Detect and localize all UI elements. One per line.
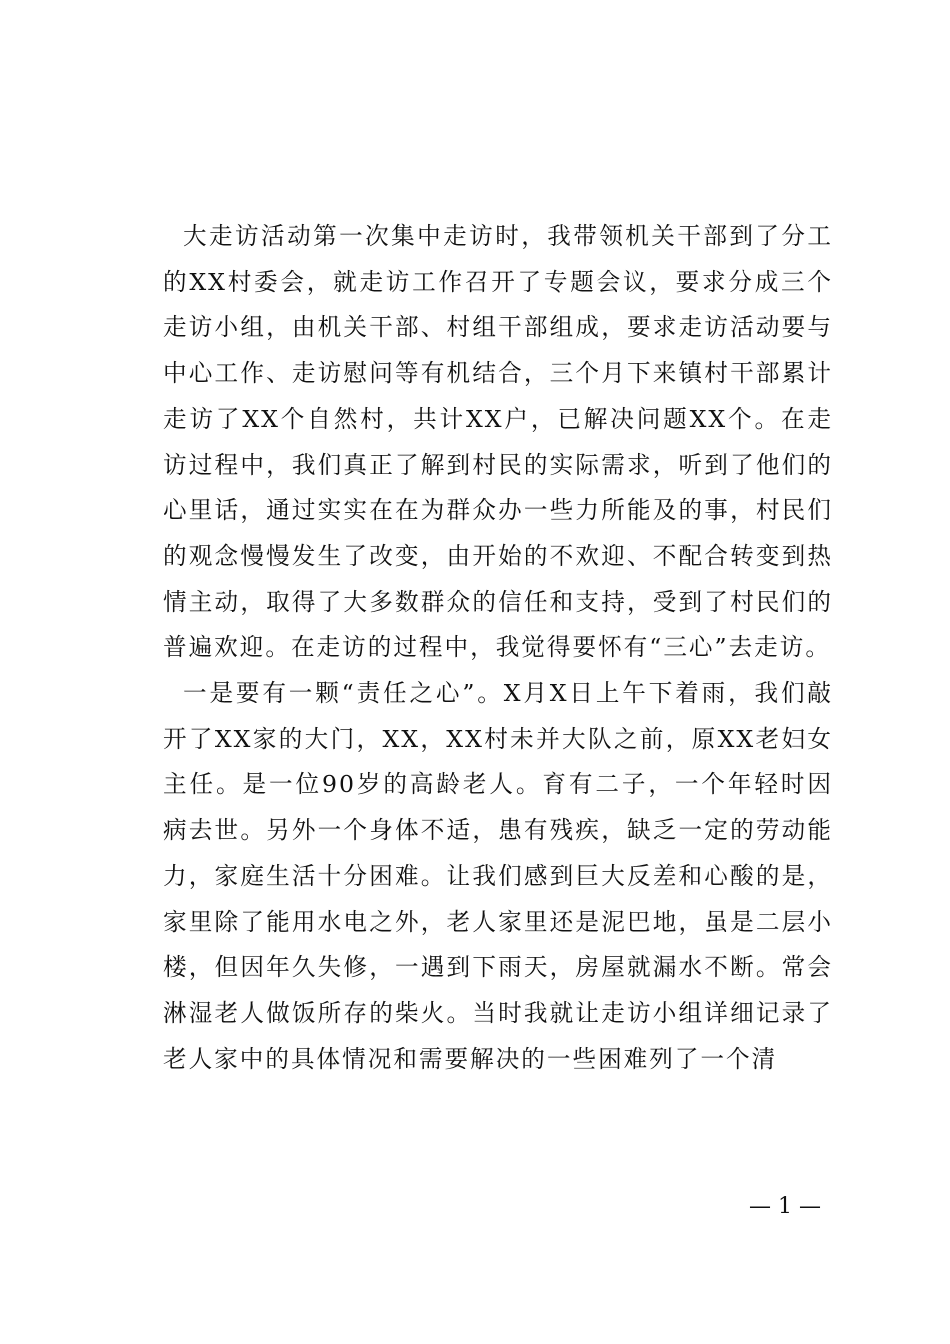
body-text bbox=[163, 214, 833, 1082]
page-number: — 1 — bbox=[749, 1194, 821, 1219]
paragraph-responsibility: 一是要有一颗“责任之心”。X月X日上午下着雨，我们敲开了XX家的大门，XX，XX村未并大队之前，原XX老妇女主任。是一位90岁的高龄老人。育有二子，一个年轻时因病去世。另外一个身体不适，患有残疾，缺乏一定的劳动能力，家庭生活十分困难。让我们感到巨大反差和心酸的是，家里除了能用水电之外，老人家里还是泥巴地，虽是二层小楼，但因年久失修，一遇到下雨天，房屋就漏水不断。常会淋湿老人做饭所存的柴火。当时我就让走访小组详细记录了老人家中的具体情况和需要解决的一些困难列了一个清 bbox=[163, 679, 833, 1073]
paragraph-visit-overview: 大走访活动第一次集中走访时，我带领机关干部到了分工的XX村委会，就走访工作召开了专题会议，要求分成三个走访小组，由机关干部、村组干部组成，要求走访活动要与中心工作、走访慰问等有机结合，三个月下来镇村干部累计走访了XX个自然村，共计XX户，已解决问题XX个。在走访过程中，我们真正了解到村民的实际需求，听到了他们的心里话，通过实实在在为群众办一些力所能及的事，村民们的观念慢慢发生了改变，由开始的不欢迎、不配合转变到热情主动，取得了大多数群众的信任和支持，受到了村民们的普遍欢迎。在走访的过程中，我觉得要怀有“三心”去走访。 bbox=[163, 222, 833, 662]
